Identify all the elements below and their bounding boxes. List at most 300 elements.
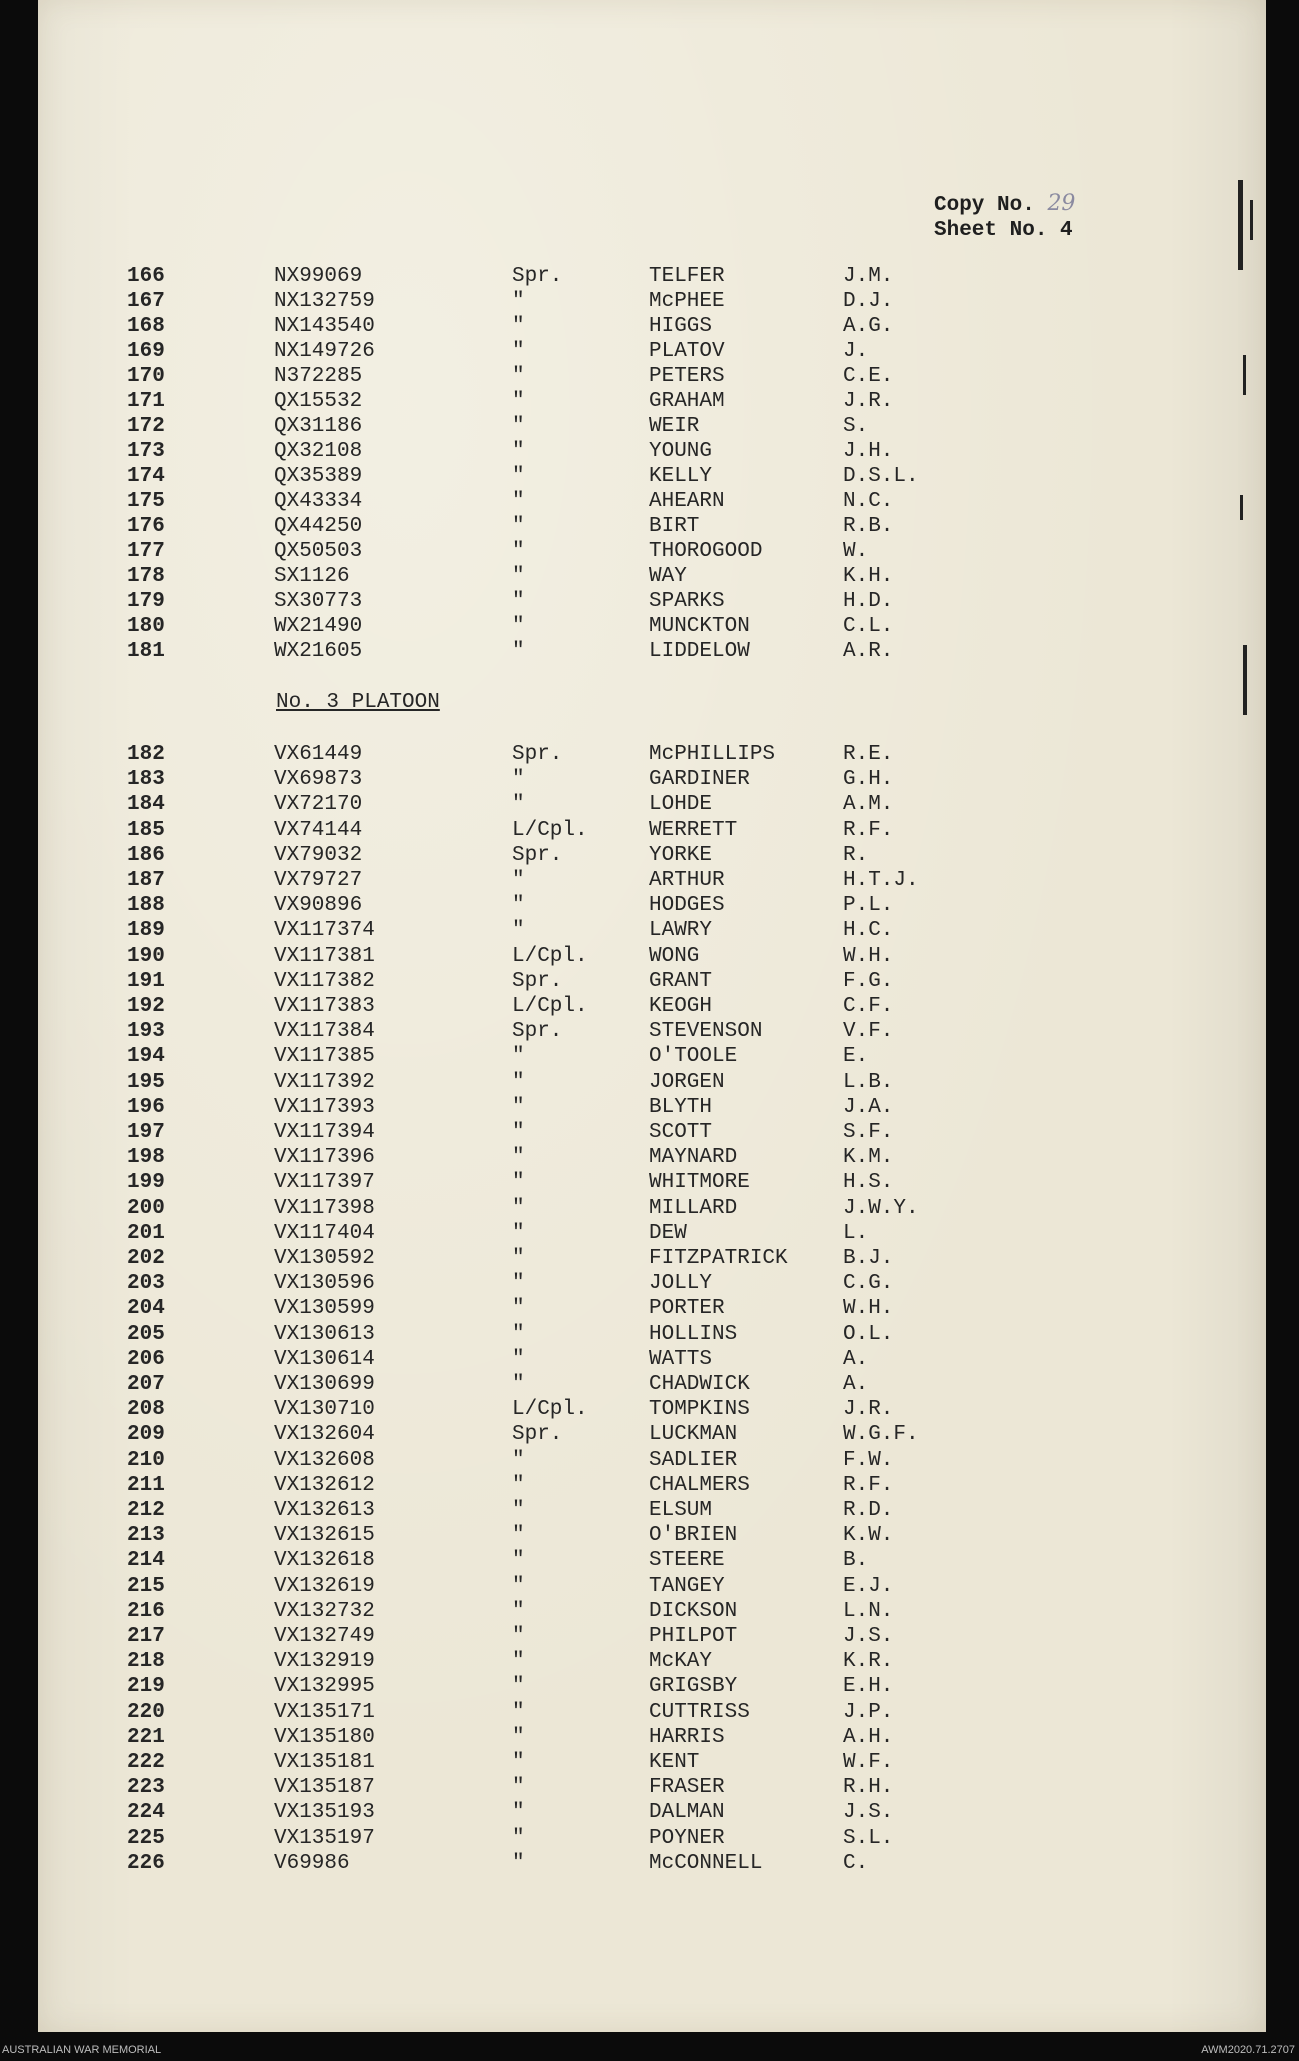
initials: J.W.Y. [843,1196,919,1220]
rank: " [512,1599,525,1623]
roll-row [0,1725,1299,1750]
service-number: VX132604 [274,1423,375,1447]
initials: K.M. [843,1146,894,1170]
service-number: QX35389 [274,465,363,488]
initials: J. [843,340,869,363]
row-number: 205 [127,1322,165,1346]
roll-row [0,969,1299,994]
row-number: 174 [127,465,165,488]
rank: " [512,1700,525,1724]
rank: " [512,1171,525,1195]
roll-row [0,1019,1299,1044]
service-number: VX135171 [274,1700,375,1724]
service-number: NX143540 [274,315,375,338]
surname: TANGEY [649,1574,725,1598]
roll-row [0,464,1299,489]
roll-row [0,1574,1299,1599]
service-number: VX132749 [274,1625,375,1648]
surname: CHALMERS [649,1473,750,1497]
initials: A.R. [843,640,894,663]
row-number: 167 [127,290,165,313]
initials: C.L. [843,615,894,638]
row-number: 221 [127,1725,165,1749]
initials: S.L. [843,1826,894,1850]
roll-row [0,514,1299,539]
rank: " [512,1146,525,1170]
service-number: VX132995 [274,1675,375,1699]
roll-row [0,1095,1299,1120]
row-number: 193 [127,1020,165,1044]
roll-row [0,1271,1299,1296]
rank: " [512,590,525,613]
initials: W.H. [843,1297,894,1321]
rank: " [512,1322,525,1346]
initials: C. [843,1851,869,1875]
rank: " [512,415,525,438]
initials: R.B. [843,515,894,538]
service-number: VX132608 [274,1448,375,1472]
surname: McKAY [649,1650,713,1674]
row-number: 169 [127,340,165,363]
surname: MAYNARD [649,1146,738,1170]
footer-left: AUSTRALIAN WAR MEMORIAL [2,2044,162,2056]
surname: LAWRY [649,919,713,943]
service-number: NX132759 [274,290,375,313]
roll-row [0,1070,1299,1095]
row-number: 216 [127,1599,165,1623]
service-number: NX99069 [274,265,363,288]
sheet-number: 4 [1060,219,1073,242]
roll-row [0,1800,1299,1825]
roll-row [0,1296,1299,1321]
row-number: 186 [127,843,165,867]
rank: " [512,1625,525,1648]
roll-row [0,893,1299,918]
roll-row [0,1246,1299,1271]
surname: ARTHUR [649,869,725,892]
roll-row [0,843,1299,868]
rank: " [512,290,525,313]
surname: YORKE [649,843,713,867]
surname: CUTTRISS [649,1700,750,1724]
surname: DEW [649,1221,687,1245]
service-number: VX117385 [274,1045,375,1069]
service-number: VX117396 [274,1146,375,1170]
rank: " [512,315,525,338]
initials: O.L. [843,1322,894,1346]
initials: C.F. [843,995,894,1018]
surname: JORGEN [649,1070,725,1094]
row-number: 204 [127,1297,165,1321]
initials: L. [843,1221,869,1245]
roll-row [0,1700,1299,1725]
service-number: VX117383 [274,995,375,1018]
rank: " [512,1095,525,1119]
rank: " [512,390,525,413]
surname: AHEARN [649,490,725,513]
rank: " [512,1221,525,1245]
surname: HODGES [649,894,725,918]
service-number: VX117374 [274,919,375,943]
roll-row [0,1851,1299,1876]
service-number: VX135197 [274,1826,375,1850]
initials: R.F. [843,818,894,842]
service-number: VX135181 [274,1751,375,1774]
row-number: 215 [127,1574,165,1598]
initials: D.S.L. [843,465,919,488]
row-number: 199 [127,1171,165,1195]
initials: A. [843,1373,869,1396]
initials: J.P. [843,1700,894,1724]
service-number: VX74144 [274,818,363,842]
row-number: 177 [127,540,165,563]
rank: " [512,1247,525,1270]
rank: " [512,1448,525,1472]
surname: LOHDE [649,793,713,817]
service-number: VX130592 [274,1247,375,1270]
surname: KENT [649,1751,700,1774]
service-number: VX130596 [274,1272,375,1296]
rank: " [512,540,525,563]
surname: O'TOOLE [649,1045,738,1069]
service-number: VX117404 [274,1221,375,1245]
rank: Spr. [512,843,563,867]
service-number: VX135187 [274,1776,375,1800]
row-number: 173 [127,440,165,463]
surname: KELLY [649,465,713,488]
row-number: 170 [127,365,165,388]
roll-row [0,1347,1299,1372]
surname: GRAHAM [649,390,725,413]
surname: TOMPKINS [649,1398,750,1422]
rank: " [512,640,525,663]
roll-row [0,614,1299,639]
service-number: VX79727 [274,869,363,892]
surname: DICKSON [649,1599,738,1623]
service-number: VX132612 [274,1473,375,1497]
surname: GRIGSBY [649,1675,738,1699]
row-number: 171 [127,390,165,413]
roll-row [0,1397,1299,1422]
rank: " [512,768,525,792]
roll-row [0,1473,1299,1498]
roll-row [0,539,1299,564]
row-number: 209 [127,1423,165,1447]
service-number: QX31186 [274,415,363,438]
row-number: 194 [127,1045,165,1069]
initials: A.H. [843,1725,894,1749]
rank: " [512,1272,525,1296]
rank: " [512,340,525,363]
surname: PORTER [649,1297,725,1321]
rank: " [512,919,525,943]
rank: " [512,1524,525,1548]
roll-row [0,918,1299,943]
surname: STEVENSON [649,1020,763,1044]
row-number: 208 [127,1398,165,1422]
row-number: 202 [127,1247,165,1270]
surname: YOUNG [649,440,713,463]
row-number: 217 [127,1625,165,1648]
rank: " [512,1675,525,1699]
service-number: V69986 [274,1851,350,1875]
initials: H.D. [843,590,894,613]
roll-row [0,389,1299,414]
rank: " [512,793,525,817]
surname: LUCKMAN [649,1423,738,1447]
roll-row [0,1221,1299,1246]
service-number: QX50503 [274,540,363,563]
rank: Spr. [512,265,563,288]
service-number: VX90896 [274,894,363,918]
roll-row [0,364,1299,389]
roll-row [0,792,1299,817]
rank: Spr. [512,743,563,766]
roll-row [0,818,1299,843]
surname: PETERS [649,365,725,388]
row-number: 192 [127,995,165,1018]
row-number: 210 [127,1448,165,1472]
surname: SPARKS [649,590,725,613]
roll-row [0,1448,1299,1473]
service-number: WX21605 [274,640,363,663]
row-number: 207 [127,1373,165,1396]
initials: F.G. [843,969,894,993]
service-number: VX132613 [274,1499,375,1522]
initials: K.W. [843,1524,894,1548]
roll-row [0,264,1299,289]
row-number: 212 [127,1499,165,1522]
initials: J.S. [843,1625,894,1648]
rank: " [512,1751,525,1774]
row-number: 176 [127,515,165,538]
row-number: 188 [127,894,165,918]
surname: POYNER [649,1826,725,1850]
row-number: 200 [127,1196,165,1220]
service-number: SX1126 [274,565,350,588]
initials: J.H. [843,440,894,463]
rank: " [512,465,525,488]
copy-sheet-header [934,191,1075,243]
initials: F.W. [843,1448,894,1472]
service-number: VX117381 [274,944,375,968]
service-number: SX30773 [274,590,363,613]
service-number: VX132919 [274,1650,375,1674]
roll-row [0,564,1299,589]
rank: " [512,1196,525,1220]
row-number: 225 [127,1826,165,1850]
surname: PLATOV [649,340,725,363]
surname: McCONNELL [649,1851,763,1875]
row-number: 203 [127,1272,165,1296]
row-number: 198 [127,1146,165,1170]
service-number: VX130599 [274,1297,375,1321]
rank: " [512,1826,525,1850]
initials: P.L. [843,894,894,918]
row-number: 182 [127,743,165,766]
surname: GARDINER [649,768,750,792]
roll-row [0,1372,1299,1397]
surname: FITZPATRICK [649,1247,788,1270]
row-number: 166 [127,265,165,288]
row-number: 187 [127,869,165,892]
service-number: QX15532 [274,390,363,413]
row-number: 224 [127,1801,165,1825]
initials: S.F. [843,1121,894,1144]
surname: McPHEE [649,290,725,313]
service-number: VX135193 [274,1801,375,1825]
row-number: 181 [127,640,165,663]
row-number: 168 [127,315,165,338]
surname: LIDDELOW [649,640,750,663]
footer-right: AWM2020.71.2707 [1201,2044,1295,2056]
row-number: 196 [127,1095,165,1119]
service-number: QX43334 [274,490,363,513]
roll-row [0,1170,1299,1195]
rank: L/Cpl. [512,1398,588,1422]
row-number: 189 [127,919,165,943]
row-number: 211 [127,1473,165,1497]
row-number: 213 [127,1524,165,1548]
service-number: WX21490 [274,615,363,638]
initials: S. [843,415,869,438]
row-number: 218 [127,1650,165,1674]
service-number: VX72170 [274,793,363,817]
surname: WERRETT [649,818,738,842]
rank: " [512,1650,525,1674]
surname: MUNCKTON [649,615,750,638]
surname: GRANT [649,969,713,993]
roll-row [0,767,1299,792]
surname: HARRIS [649,1725,725,1749]
initials: W. [843,540,869,563]
rank: " [512,1070,525,1094]
roll-row [0,742,1299,767]
roll-row [0,944,1299,969]
surname: WATTS [649,1347,713,1371]
row-number: 172 [127,415,165,438]
surname: SADLIER [649,1448,738,1472]
initials: W.H. [843,944,894,968]
initials: J.R. [843,390,894,413]
roll-row [0,639,1299,664]
surname: DALMAN [649,1801,725,1825]
service-number: VX117398 [274,1196,375,1220]
surname: O'BRIEN [649,1524,738,1548]
rank: " [512,1045,525,1069]
surname: PHILPOT [649,1625,738,1648]
row-number: 220 [127,1700,165,1724]
rank: Spr. [512,1423,563,1447]
initials: V.F. [843,1020,894,1044]
roll-row [0,1422,1299,1447]
service-number: VX130614 [274,1347,375,1371]
row-number: 197 [127,1121,165,1144]
surname: BLYTH [649,1095,713,1119]
rank: " [512,1574,525,1598]
service-number: VX117382 [274,969,375,993]
initials: J.A. [843,1095,894,1119]
row-number: 190 [127,944,165,968]
rank: " [512,490,525,513]
surname: SCOTT [649,1121,713,1144]
rank: " [512,1801,525,1825]
initials: R.F. [843,1473,894,1497]
row-number: 226 [127,1851,165,1875]
row-number: 185 [127,818,165,842]
rank: " [512,869,525,892]
roll-row [0,1145,1299,1170]
rank: " [512,1373,525,1396]
initials: L.B. [843,1070,894,1094]
roll-row [0,1775,1299,1800]
rank: " [512,1725,525,1749]
copy-label: Copy No. [934,194,1035,217]
roll-row [0,1624,1299,1649]
rank: " [512,1851,525,1875]
roll-row [0,1826,1299,1851]
roll-row [0,489,1299,514]
row-number: 184 [127,793,165,817]
surname: WEIR [649,415,700,438]
rank: " [512,1121,525,1144]
roll-row [0,414,1299,439]
row-number: 223 [127,1776,165,1800]
row-number: 201 [127,1221,165,1245]
rank: " [512,615,525,638]
initials: J.R. [843,1398,894,1422]
service-number: VX132619 [274,1574,375,1598]
roll-row [0,1196,1299,1221]
roll-row [0,1674,1299,1699]
margin-mark [1238,180,1243,270]
row-number: 191 [127,969,165,993]
copy-number: 29 [1047,191,1076,216]
initials: A.M. [843,793,894,817]
initials: E.H. [843,1675,894,1699]
rank: L/Cpl. [512,995,588,1018]
rank: " [512,1347,525,1371]
roll-row [0,314,1299,339]
service-number: VX132732 [274,1599,375,1623]
service-number: QX44250 [274,515,363,538]
service-number: VX132618 [274,1549,375,1573]
surname: FRASER [649,1776,725,1800]
service-number: VX132615 [274,1524,375,1548]
initials: L.N. [843,1599,894,1623]
service-number: VX130699 [274,1373,375,1396]
surname: THOROGOOD [649,540,763,563]
rank: " [512,565,525,588]
row-number: 179 [127,590,165,613]
roll-row [0,994,1299,1019]
surname: KEOGH [649,995,713,1018]
surname: HOLLINS [649,1322,738,1346]
initials: A. [843,1347,869,1371]
surname: CHADWICK [649,1373,750,1396]
rank: " [512,894,525,918]
surname: WONG [649,944,700,968]
roll-row [0,1548,1299,1573]
service-number: VX135180 [274,1725,375,1749]
initials: K.R. [843,1650,894,1674]
service-number: VX117392 [274,1070,375,1094]
initials: W.F. [843,1751,894,1774]
initials: R.H. [843,1776,894,1800]
roll-row [0,289,1299,314]
roll-row [0,1044,1299,1069]
row-number: 183 [127,768,165,792]
